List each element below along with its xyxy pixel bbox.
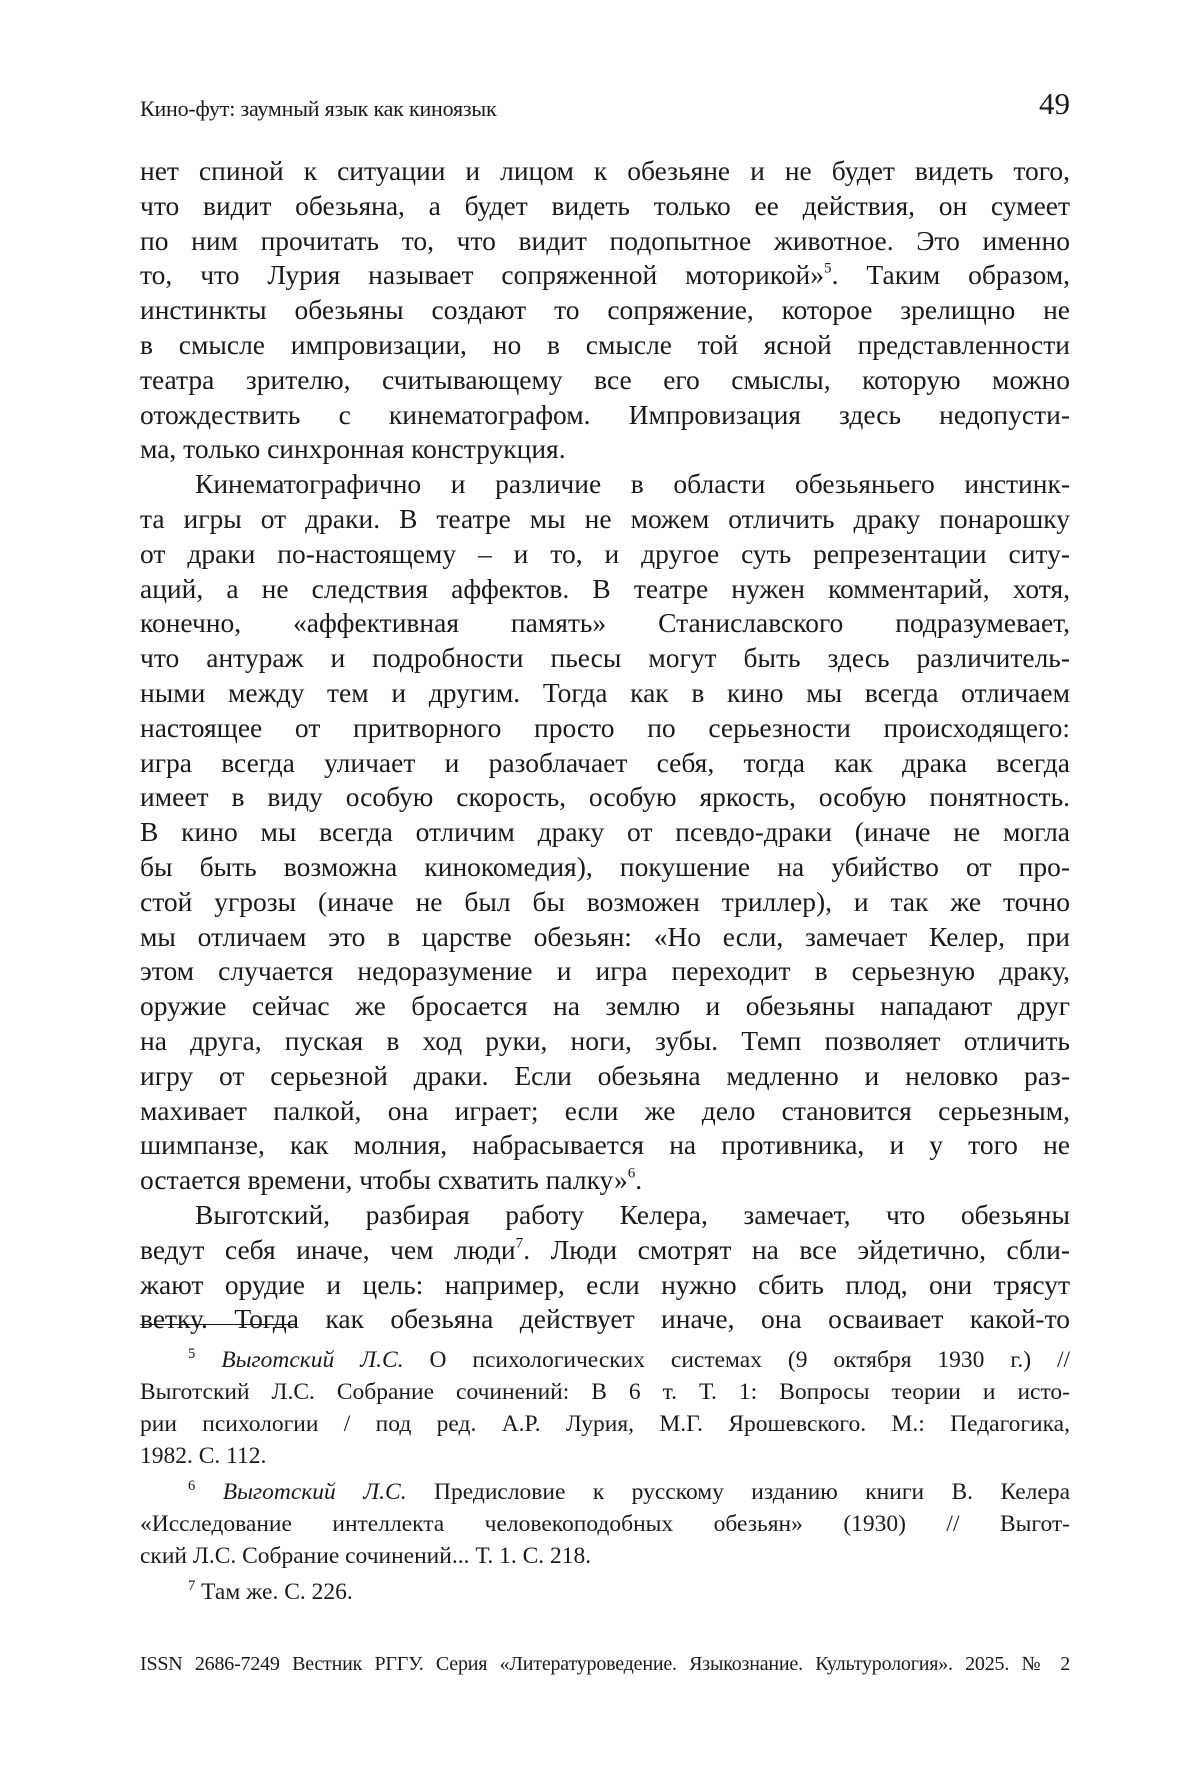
- footnote-line: «Исследование интеллекта человекоподобных обезьян» (1930) // Выгот-: [140, 1511, 1070, 1537]
- footnote-6: $^6$ Выготский Л.С. Предисловие к русскому изданию книги В. Келера: [188, 1477, 1070, 1505]
- footnote-author: Выготский Л.С.: [222, 1479, 407, 1505]
- text-line: ветку. Тогда как обезьяна действует иначе, она осваивает какой-то: [140, 1303, 1070, 1335]
- footnote-line: Выготский Л.С. Собрание сочинений: В 6 т. Т. 1: Вопросы теории и исто-: [140, 1379, 1070, 1405]
- text-line: стой угрозы (иначе не был бы возможен триллер), и так же точно: [140, 885, 1070, 917]
- text-line: мы отличаем это в царстве обезьян: «Но если, замечает Келер, при: [140, 920, 1070, 952]
- text-line: жают орудие и цель: например, если нужно сбить плод, они трясут: [140, 1268, 1070, 1300]
- footnote-ref-7[interactable]: 7: [515, 1235, 524, 1252]
- running-head: [140, 86, 1070, 136]
- text-line: от драки по-настоящему – и то, и другое суть репрезентации ситу-: [140, 537, 1070, 569]
- footnote-ref-6[interactable]: 6: [627, 1165, 636, 1182]
- text-line: инстинкты обезьяны создают то сопряжение, которое зрелищно не: [140, 294, 1070, 326]
- page-number: 49: [1039, 86, 1070, 121]
- footnote-line: рии психологии / под ред. А.Р. Лурия, М.Г. Ярошевского. М.: Педагогика,: [140, 1411, 1070, 1437]
- text-line: отождествить с кинематографом. Импровизация здесь недопусти-: [140, 398, 1070, 430]
- text-line: остается времени, чтобы схватить палку»$^6$.: [140, 1164, 643, 1196]
- running-head-title: Кино-фут: заумный язык как киноязык: [140, 96, 497, 121]
- footnote-5: $^5$ Выготский Л.С. О психологических системах (9 октября 1930 г.) //: [188, 1345, 1070, 1373]
- text-line: на друга, пуская в ход руки, ноги, зубы. Темп позволяет отличить: [140, 1024, 1070, 1056]
- footnote-line: 1982. С. 112.: [140, 1443, 267, 1469]
- text-line: бы быть возможна кинокомедия), покушение на убийство от про-: [140, 850, 1070, 882]
- text-line: Кинематографично и различие в области обезьяньего инстинк-: [195, 468, 1070, 500]
- text-line: В кино мы всегда отличим драку от псевдо-драки (иначе не могла: [140, 816, 1070, 848]
- footnote-7: $^7$ Там же. С. 226.: [188, 1577, 353, 1605]
- text-line: в смысле импровизации, но в смысле той ясной представленности: [140, 328, 1070, 360]
- text-line: ведут себя иначе, чем люди$^7$. Люди смотрят на все эйдетично, сбли-: [140, 1233, 1070, 1265]
- footnote-author: Выготский Л.С.: [221, 1347, 404, 1373]
- text-line: оружие сейчас же бросается на землю и обезьяны нападают друг: [140, 990, 1070, 1022]
- text-line: этом случается недоразумение и игра переходит в серьезную драку,: [140, 955, 1070, 987]
- footnote-divider: [140, 1324, 295, 1325]
- footnote-line: ский Л.С. Собрание сочинений... Т. 1. С. 218.: [140, 1543, 592, 1569]
- text-line: игру от серьезной драки. Если обезьяна медленно и неловко раз-: [140, 1059, 1070, 1091]
- text-line: имеет в виду особую скорость, особую яркость, особую понятность.: [140, 781, 1070, 813]
- text-line: та игры от драки. В театре мы не можем отличить драку понарошку: [140, 502, 1070, 534]
- footnote-ref-5[interactable]: 5: [824, 261, 832, 278]
- text-line: ма, только синхронная конструкция.: [140, 433, 566, 465]
- footnotes: [140, 1344, 1070, 1608]
- text-line: шимпанзе, как молния, набрасывается на противника, и у того не: [140, 1129, 1070, 1161]
- text-line: театра зрителю, считывающему все его смыслы, которую можно: [140, 363, 1070, 395]
- text-line: то, что Лурия называет сопряженной моторикой»$^5$. Таким образом,: [140, 259, 1070, 291]
- journal-footer: ISSN 2686-7249 Вестник РГГУ. Серия «Литературоведение. Языкознание. Культурология». 2025. № 2: [140, 1653, 1070, 1675]
- main-text: [140, 154, 1070, 1337]
- text-line: настоящее от притворного просто по серьезности происходящего:: [140, 711, 1070, 743]
- text-line: конечно, «аффективная память» Станиславского подразумевает,: [140, 607, 1070, 639]
- text-line: аций, а не следствия аффектов. В театре нужен комментарий, хотя,: [140, 572, 1070, 604]
- text-line: что антураж и подробности пьесы могут быть здесь различитель-: [140, 642, 1070, 674]
- text-line: нет спиной к ситуации и лицом к обезьяне и не будет видеть того,: [140, 155, 1070, 186]
- text-line: махивает палкой, она играет; если же дело становится серьезным,: [140, 1094, 1070, 1126]
- text-line: Выготский, разбирая работу Келера, замечает, что обезьяны: [195, 1198, 1070, 1230]
- text-line: что видит обезьяна, а будет видеть только ее действия, он сумеет: [140, 189, 1070, 221]
- text-line: игра всегда уличает и разоблачает себя, тогда как драка всегда: [140, 746, 1070, 778]
- text-line: по ним прочитать то, что видит подопытное животное. Это именно: [140, 224, 1070, 256]
- text-line: ными между тем и другим. Тогда как в кино мы всегда отличаем: [140, 676, 1070, 708]
